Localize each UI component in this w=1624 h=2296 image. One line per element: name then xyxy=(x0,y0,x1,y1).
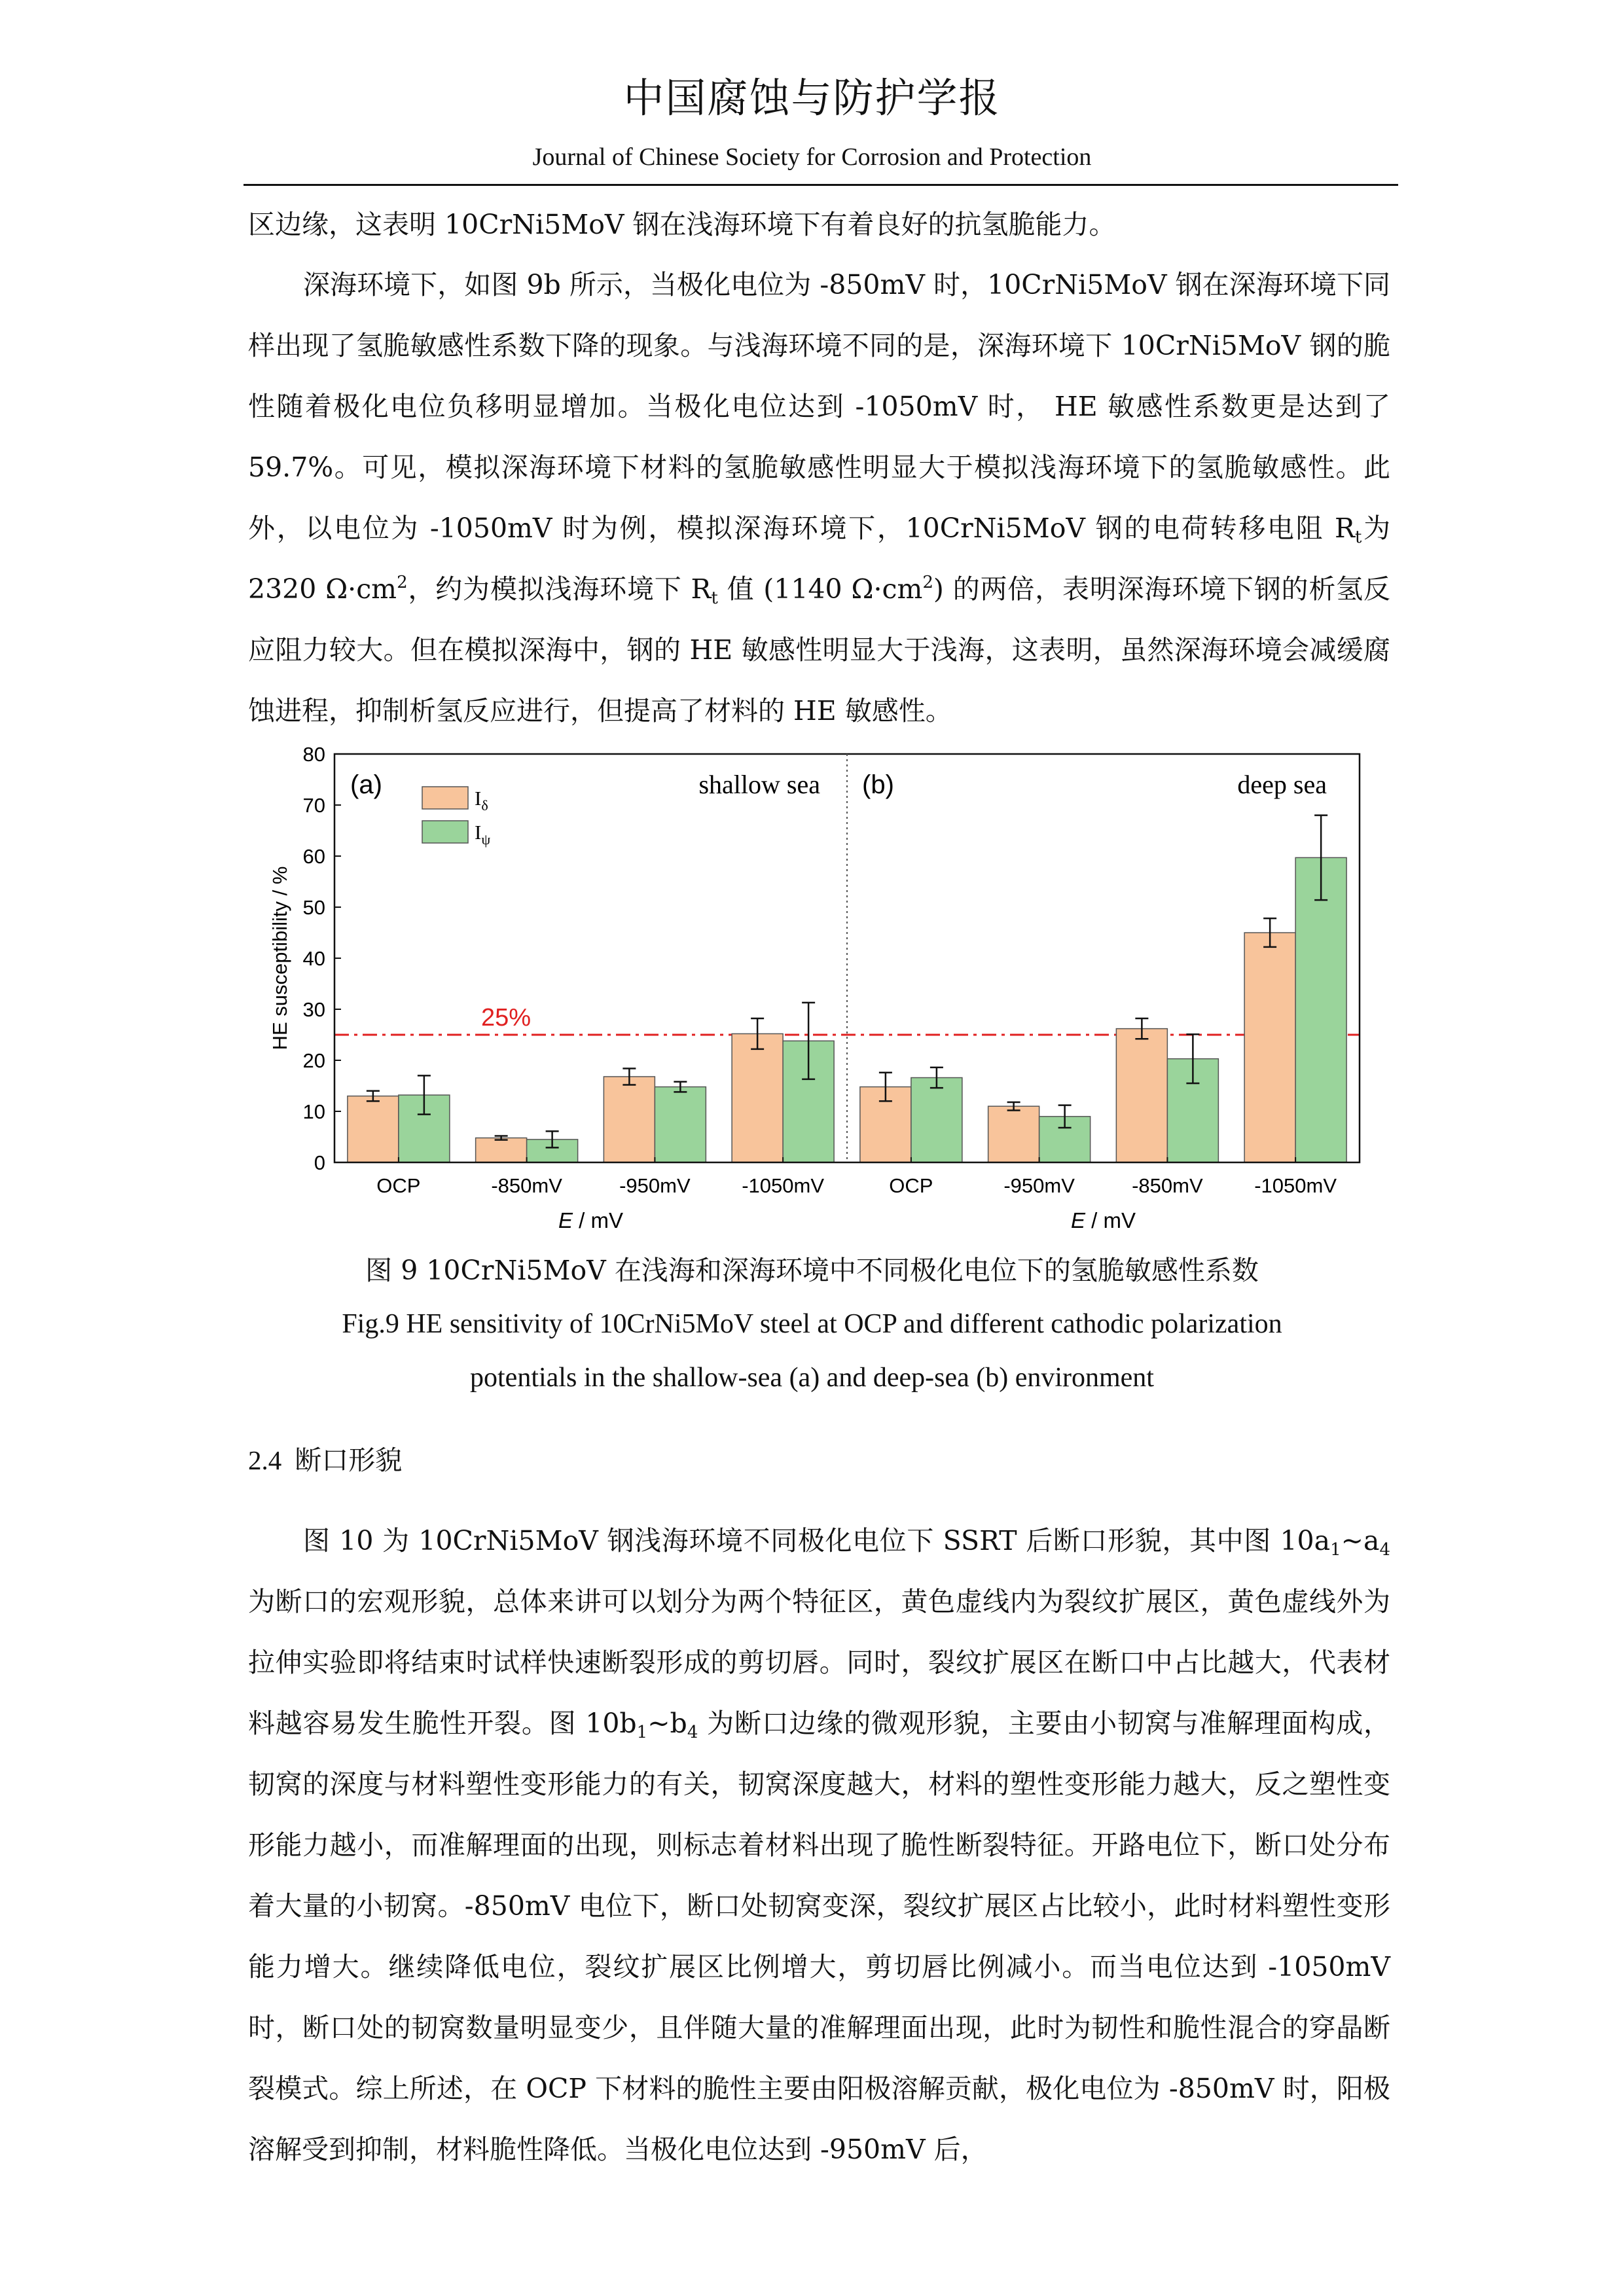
y-tick-label: 20 xyxy=(302,1049,325,1072)
panel-b-label: (b) xyxy=(862,770,894,799)
x-tick-label: OCP xyxy=(376,1174,421,1197)
p3-sub-2: 4 xyxy=(1379,1540,1390,1560)
paragraph-3 xyxy=(248,1511,1390,2180)
p3-text-b: ~a xyxy=(1341,1525,1380,1556)
p1-text: 区边缘，这表明 10CrNi5MoV 钢在浅海环境下有着良好的抗氢脆能力。 xyxy=(248,209,1116,240)
legend-label xyxy=(475,821,490,848)
legend-swatch xyxy=(422,787,468,809)
x-axis-label xyxy=(1071,1208,1136,1232)
legend-swatch xyxy=(422,821,468,843)
x-tick-label: -950mV xyxy=(619,1174,691,1197)
y-tick-label: 10 xyxy=(302,1100,325,1123)
legend-label-symbol: I xyxy=(475,821,482,844)
p2-text-c: ，约为模拟浅海环境下 R xyxy=(407,573,712,605)
x-tick-label: -1050mV xyxy=(1254,1174,1337,1197)
section-heading xyxy=(248,1439,402,1477)
x-axis-label-symbol: E xyxy=(558,1208,573,1232)
x-axis-label-unit: / mV xyxy=(573,1208,624,1232)
x-tick-label: -1050mV xyxy=(742,1174,825,1197)
bar xyxy=(1295,857,1346,1162)
panel-b-title: deep sea xyxy=(1237,770,1327,799)
x-tick-label: -850mV xyxy=(491,1174,562,1197)
p2-sub-2: t xyxy=(711,588,718,608)
p2-sub-1: t xyxy=(1354,528,1362,547)
y-tick-label: 40 xyxy=(302,947,325,970)
p3-text-c: 为断口的宏观形貌，总体来讲可以划分为两个特征区，黄色虚线内为裂纹扩展区，黄色虚线外为拉伸实验即将结束时试样快速断裂形成的剪切唇。同时，裂纹扩展区在断口中占比越大，代表材料越容易发生脆性开裂。图 10b xyxy=(248,1586,1390,1739)
bar xyxy=(655,1087,706,1162)
he-susceptibility-chart xyxy=(249,740,1375,1244)
legend-label-symbol: I xyxy=(475,787,482,810)
y-tick-label: 0 xyxy=(314,1151,325,1174)
p2-sup-1: 2 xyxy=(397,573,408,592)
legend-label-subscript: ψ xyxy=(481,831,491,848)
paragraph-2 xyxy=(248,255,1390,742)
legend-label-subscript: δ xyxy=(481,797,488,814)
bar xyxy=(988,1106,1039,1162)
threshold-label: 25% xyxy=(481,1004,532,1031)
p3-sub-4: 4 xyxy=(687,1723,698,1742)
header-rule xyxy=(244,184,1398,186)
legend-label xyxy=(475,787,488,814)
figure-caption-en-line1: Fig.9 HE sensitivity of 10CrNi5MoV steel at OCP and different cathodic polarization xyxy=(342,1309,1282,1339)
bar xyxy=(1244,933,1295,1162)
p2-text-a: 深海环境下，如图 9b 所示，当极化电位为 -850mV 时，10CrNi5MoV 钢在深海环境下同样出现了氢脆敏感性系数下降的现象。与浅海环境不同的是，深海环境下 10CrNi5MoV 钢的脆性随着极化电位负移明显增加。当极化电位达到 -1050mV 时， HE 敏感性系数更是达到了 59.7%。可见，模拟深海环境下材料的氢脆敏感性明显大于模拟浅海环境下的氢脆敏感性。此外，以电位为 -1050mV 时为例，模拟深海环境下，10CrNi5MoV 钢的电荷转移电阻 R xyxy=(248,269,1390,544)
bar xyxy=(604,1077,655,1162)
figure-caption-en-line2: potentials in the shallow-sea (a) and deep-sea (b) environment xyxy=(470,1363,1154,1393)
p3-sub-3: 1 xyxy=(636,1723,648,1742)
x-tick-label: -950mV xyxy=(1003,1174,1075,1197)
p3-sub-1: 1 xyxy=(1330,1540,1341,1560)
panel-a-title: shallow sea xyxy=(698,770,820,799)
p2-sup-2: 2 xyxy=(922,573,933,592)
x-axis-label-unit: / mV xyxy=(1085,1208,1136,1232)
y-tick-label: 80 xyxy=(302,743,325,766)
y-axis-label: HE susceptibility / % xyxy=(268,866,291,1050)
paragraph-1 xyxy=(248,194,1390,255)
bar xyxy=(732,1033,783,1162)
y-tick-label: 50 xyxy=(302,896,325,919)
p2-text-e: ) 的两倍，表明深海环境下钢的析氢反应阻力较大。但在模拟深海中，钢的 HE 敏感性明显大于浅海，这表明，虽然深海环境会减缓腐蚀进程，抑制析氢反应进行，但提高了材料的 HE 敏感性。 xyxy=(248,573,1390,726)
panel-a-label: (a) xyxy=(350,770,382,799)
p2-text-d: 值 (1140 Ω·cm xyxy=(717,573,923,605)
section-number: 2.4 xyxy=(248,1445,282,1475)
journal-title-en: Journal of Chinese Society for Corrosion and Protection xyxy=(532,143,1092,171)
section-title: 断口形貌 xyxy=(295,1444,403,1476)
p3-text-d: ~b xyxy=(647,1708,687,1739)
x-axis-label xyxy=(558,1208,623,1232)
y-tick-label: 60 xyxy=(302,845,325,868)
bar xyxy=(348,1096,399,1162)
journal-title-cn: 中国腐蚀与防护学报 xyxy=(623,74,1001,122)
p3-text-a: 图 10 为 10CrNi5MoV 钢浅海环境不同极化电位下 SSRT 后断口形貌，其中图 10a xyxy=(303,1525,1331,1556)
y-tick-label: 70 xyxy=(302,794,325,817)
bar xyxy=(911,1078,962,1162)
p3-text-e: 为断口边缘的微观形貌，主要由小韧窝与准解理面构成，韧窝的深度与材料塑性变形能力的有关，韧窝深度越大，材料的塑性变形能力越大，反之塑性变形能力越小，而准解理面的出现，则标志着材料出现了脆性断裂特征。开路电位下，断口处分布着大量的小韧窝。-850mV 电位下，断口处韧窝变深，裂纹扩展区占比较小，此时材料塑性变形能力增大。继续降低电位，裂纹扩展区比例增大，剪切唇比例减小。而当电位达到 -1050mV 时，断口处的韧窝数量明显变少，且伴随大量的准解理面出现，此时为韧性和脆性混合的穿晶断裂模式。综上所述，在 OCP 下材料的脆性主要由阳极溶解贡献，极化电位为 -850mV 时，阳极溶解受到抑制，材料脆性降低。当极化电位达到 -950mV 后， xyxy=(248,1708,1391,2165)
x-tick-label: OCP xyxy=(889,1174,933,1197)
x-axis-label-symbol: E xyxy=(1070,1208,1085,1232)
bar xyxy=(1116,1029,1167,1162)
y-tick-label: 30 xyxy=(302,998,325,1021)
bar xyxy=(476,1138,527,1162)
x-tick-label: -850mV xyxy=(1132,1174,1203,1197)
figure-caption-cn: 图 9 10CrNi5MoV 在浅海和深海环境中不同极化电位下的氢脆敏感性系数 xyxy=(365,1255,1259,1286)
p2-text-b: 为 2320 Ω·cm xyxy=(248,512,1391,605)
